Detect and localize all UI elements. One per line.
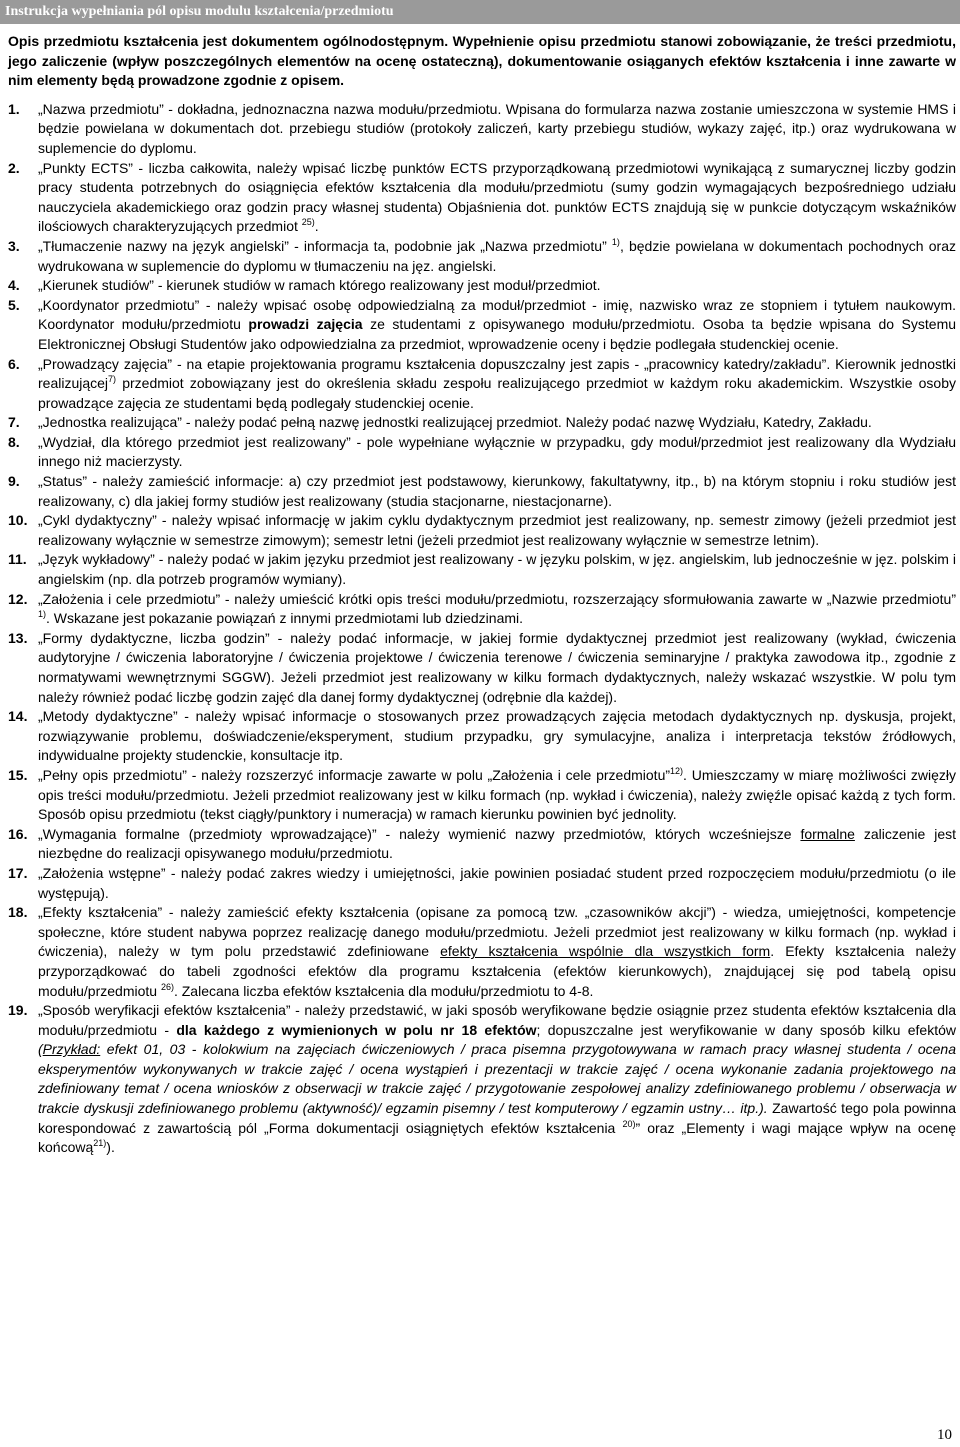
instruction-item <box>8 707 956 766</box>
instruction-item <box>8 237 956 276</box>
instruction-item <box>8 159 956 237</box>
item-number: 4. <box>8 277 20 294</box>
instruction-item <box>8 472 956 511</box>
instructions-list <box>8 100 956 1158</box>
item-text: „Punkty ECTS” - liczba całkowita, należy wpisać liczbę punktów ECTS przyporządkowaną przedmiotowi wynikającą z sumarycznej liczby godzin pracy studenta potrzebnych do osiągnięcia efektów kształcenia dla modułu/przedmiotu (sumy godzin wymagających bezpośredniego udziału nauczyciela akademickiego oraz godzin pracy własnej studenta) Objaśnienia dot. punktów ECTS znajdują się w punkcie dotyczącym wskaźników ilościowych charakteryzujących przedmiot $^{25)}$. <box>38 159 956 235</box>
item-number: 9. <box>8 473 20 490</box>
item-text: „Założenia i cele przedmiotu” - należy umieścić krótki opis treści modułu/przedmiotu, rozszerzający sformułowania zawarte w „Nazwie przedmiotu” $^{1)}$. Wskazane jest pokazanie powiązań z innymi przedmiotami lub dziedzinami. <box>38 590 956 627</box>
item-text: „Prowadzący zajęcia” - na etapie projektowania programu kształcenia dopuszczalny jest zapis - „pracownicy katedry/zakładu”. Kierownik jednostki realizującej$^{7)}$ przedmiot zobowiązany jest do określenia składu zespołu realizującego przedmiot w każdym roku akademickim. Wszystkie osoby prowadzące zajęcia ze studentami będą podlegały studenckiej ocenie. <box>38 355 956 411</box>
item-number: 16. <box>8 825 28 842</box>
item-text: „Język wykładowy” - należy podać w jakim języku przedmiot jest realizowany - w języku polskim, w jęz. angielskim, lub jednocześnie w jęz. polskim i angielskim (np. dla potrzeb programów wymiany). <box>38 551 956 588</box>
item-number: 18. <box>8 904 28 921</box>
instruction-item <box>8 100 956 159</box>
intro-paragraph: Opis przedmiotu kształcenia jest dokumentem ogólnodostępnym. Wypełnienie opisu przedmiotu stanowi zobowiązanie, że treści przedmiotu, jego zaliczenie (wpływ poszczególnych elementów na ocenę ostateczną), dokumentowanie osiąganych efektów kształcenia i inne zawarte w nim elementy będą prowadzone zgodnie z opisem. <box>8 33 956 89</box>
item-text: „Kierunek studiów” - kierunek studiów w ramach którego realizowany jest moduł/przedmiot. <box>38 277 601 294</box>
item-number: 13. <box>8 629 28 646</box>
item-number: 12. <box>8 590 28 607</box>
item-text: „Wymagania formalne (przedmioty wprowadzające)” - należy wymienić nazwy przedmiotów, których wcześniejsze formalne zaliczenie jest niezbędne do realizacji opisywanego modułu/przedmiotu. <box>38 825 957 862</box>
instruction-item <box>8 276 956 296</box>
instruction-item <box>8 511 956 550</box>
item-number: 5. <box>8 296 20 313</box>
item-text: „Formy dydaktyczne, liczba godzin” - należy podać informacje, w jakiej formie dydaktycznej przedmiot jest realizowany (wykład, ćwiczenia audytoryjne / ćwiczenia laboratoryjne / ćwiczenia projektowe / ćwiczenia terenowe / ćwiczenia seminaryjne / praktyka zawodowa itp., zgodnie z normatywami wewnętrznymi SGGW). Jeżeli przedmiot jest realizowany w kilku formach dydaktycznych, należy wskazać wszystkie. W polu tym należy również podać liczbę godzin zajęć dla danej formy dydaktycznej (odrębnie dla każdej). <box>38 629 956 705</box>
item-number: 17. <box>8 864 28 881</box>
instruction-item <box>8 903 956 1001</box>
item-number: 2. <box>8 159 20 176</box>
item-number: 1. <box>8 100 20 117</box>
page-number: 10 <box>937 1427 952 1443</box>
item-number: 8. <box>8 433 20 450</box>
item-number: 11. <box>8 551 27 568</box>
item-text: „Koordynator przedmiotu” - należy wpisać osobę odpowiedzialną za moduł/przedmiot - imię, nazwisko wraz ze stopniem i tytułem naukowym. Koordynator modułu/przedmiotu prowadzi zajęcia ze studentami z opisywanego modułu/przedmiotu. Osoba ta będzie wpisana do Systemu Elektronicznej Obsługi Studentów jako odpowiedzialna za przedmiot, wprowadzenie oceny i będzie podlegała studenckiej ocenie. <box>38 296 957 352</box>
instruction-item <box>8 296 956 355</box>
instruction-item <box>8 766 956 825</box>
item-text: „Założenia wstępne” - należy podać zakres wiedzy i umiejętności, jakie powinien posiadać student przed rozpoczęciem modułu/przedmiotu (o ile występują). <box>38 864 956 901</box>
item-number: 10. <box>8 512 28 529</box>
item-number: 15. <box>8 766 28 783</box>
item-text: „Cykl dydaktyczny” - należy wpisać informację w jakim cyklu dydaktycznym przedmiot jest realizowany, np. semestr zimowy (jeżeli przedmiot jest realizowany wyłącznie w semestrze zimowym); semestr letni (jeżeli przedmiot jest realizowany wyłącznie w semestrze letnim). <box>38 512 956 548</box>
item-text: „Sposób weryfikacji efektów kształcenia” - należy przedstawić, w jaki sposób weryfikowane będzie osiągnie przez studenta efektów kształcenia dla modułu/przedmiotu - dla każdego z wymienionych w polu nr 18 efektów; dopuszczalne jest weryfikowanie w dany sposób kilku efektów (Przykład: efekt 01, 03 - kolokwium na zajęciach ćwiczeniowych / praca pisemna przygotowywana w ramach pracy własnej studenta / ocena eksperymentów wykonywanych w trakcie zajęć / ocena wystąpień i prezentacji w trakcie zajęć / ocena wykonanie zadania projektowego na zdefiniowany temat / ocena wniosków z obserwacji w trakcie zajęć / przygotowanie zespołowej analizy zdefiniowanego problemu / obserwacja w trakcie dyskusji zdefiniowanego problemu (aktywność)/ egzamin pisemny / test komputerowy / egzamin ustny… itp.). Zawartość tego pola powinna korespondować z zawartością pól „Forma dokumentacji osiągniętych efektów kształcenia $^{20)}$” oraz „Elementy i wagi mające wpływ na ocenę końcową$^{21)}$). <box>38 1002 956 1156</box>
item-number: 3. <box>8 237 20 254</box>
instruction-item <box>8 550 956 589</box>
instruction-item <box>8 413 956 433</box>
instruction-item <box>8 864 956 903</box>
document-body <box>8 32 956 1158</box>
item-text: „Jednostka realizująca” - należy podać pełną nazwę jednostki realizującej przedmiot. Należy podać nazwę Wydziału, Katedry, Zakładu. <box>38 414 872 431</box>
item-number: 6. <box>8 355 20 372</box>
item-text: „Status” - należy zamieścić informacje: a) czy przedmiot jest podstawowy, kierunkowy, fakultatywny, itp., b) na którym stopniu i roku studiów jest realizowany, c) dla jakiej formy studiów jest realizowany (studia stacjonarne, niestacjonarne). <box>38 473 956 509</box>
item-number: 7. <box>8 414 20 431</box>
document-header <box>0 0 960 24</box>
item-text: „Pełny opis przedmiotu” - należy rozszerzyć informacje zawarte w polu „Założenia i cele przedmiotu”$^{12)}$. Umieszczamy w miarę możliwości zwięzły opis treści modułu/przedmiotu. Jeżeli przedmiot realizowany jest w kilku formach (np. wykład i ćwiczenia), należy zwięźle opisać każdą z tych form. Sposób opisu przedmiotu (tekst ciągły/punktory i numeracja) w ramach kierunku powinien być jednolity. <box>38 765 956 823</box>
item-text: „Efekty kształcenia” - należy zamieścić efekty kształcenia (opisane za pomocą tzw. „czasowników akcji”) - wiedza, umiejętności, kompetencje społeczne, które student nabywa poprzez realizację danego modułu/przedmiotu. Jeżeli przedmiot jest realizowany w kilku formach (np. wykład i ćwiczenia), należy w tym polu przedstawić zdefiniowane efekty kształcenia wspólnie dla wszystkich form. Efekty kształcenia należy przyporządkować do tabeli zgodności efektów dla programu kształcenia (efektów kierunkowych), znajdującej się pod tabelą opisu modułu/przedmiotu $^{26)}$. Zalecana liczba efektów kształcenia dla modułu/przedmiotu to 4-8. <box>38 904 957 999</box>
header-title: Instrukcja wypełniania pól opisu modulu kształcenia/przedmiotu <box>5 4 394 19</box>
instruction-item <box>8 433 956 472</box>
item-text: „Tłumaczenie nazwy na język angielski” - informacja ta, podobnie jak „Nazwa przedmiotu” $^{1)}$, będzie powielana w dokumentach pochodnych oraz wydrukowana w suplemencie do dyplomu w tłumaczeniu na jęz. angielski. <box>38 236 956 274</box>
item-number: 19. <box>8 1002 28 1019</box>
item-text: „Nazwa przedmiotu” - dokładna, jednoznaczna nazwa modułu/przedmiotu. Wpisana do formularza nazwa zostanie umieszczona w systemie HMS i będzie powielana w dokumentach dot. przebiegu studiów (protokoły zaliczeń, karty przebiegu studiów, wykazy zajęć, itp.) oraz wydrukowana w suplemencie do dyplomu. <box>38 100 956 156</box>
instruction-item <box>8 590 956 629</box>
instruction-item <box>8 1001 956 1158</box>
item-text: „Metody dydaktyczne” - należy wpisać informacje o stosowanych przez prowadzących zajęcia metodach dydaktycznych np. dyskusja, projekt, rozwiązywanie problemu, doświadczenie/eksperyment, studium przypadku, gry symulacyjne, analiza i interpretacja tekstów źródłowych, indywidualne projekty studenckie, konsultacje itp. <box>38 708 956 764</box>
instruction-item <box>8 629 956 707</box>
instruction-item <box>8 355 956 414</box>
instruction-item <box>8 825 956 864</box>
item-number: 14. <box>8 708 28 725</box>
item-text: „Wydział, dla którego przedmiot jest realizowany” - pole wypełniane wyłącznie w przypadku, gdy moduł/przedmiot jest realizowany dla Wydziału innego niż macierzysty. <box>38 433 956 470</box>
